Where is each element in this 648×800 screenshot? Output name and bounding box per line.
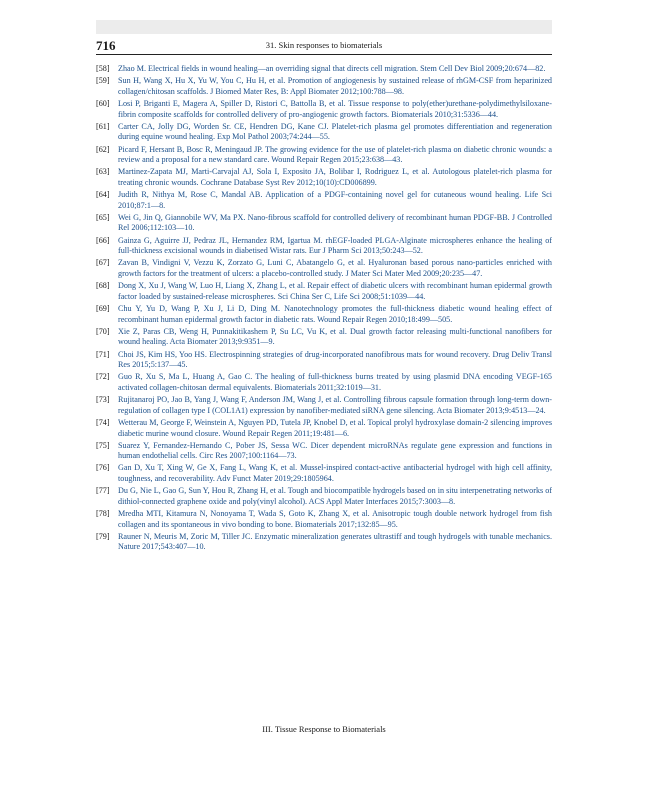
reference-number: [77]: [96, 486, 110, 496]
reference-text-link[interactable]: Guo R, Xu S, Ma L, Huang A, Gao C. The healing of full-thickness burns treated by using plasmid DNA encoding VEGF-165 activated collagen-chitosan dermal equivalents. Biomaterials 2011;32:1019—31.: [118, 372, 552, 392]
reference-item: [96, 64, 552, 75]
reference-number: [59]: [96, 76, 110, 86]
reference-number: [66]: [96, 235, 110, 245]
reference-text-link[interactable]: Suarez Y, Fernandez-Hernando C, Pober JS, Sessa WC. Dicer dependent microRNAs regulate gene expression and functions in human endothelial cells. Circ Res 2007;100:1164—73.: [118, 440, 552, 461]
reference-text-link[interactable]: Zhao M. Electrical fields in wound healing—an overriding signal that directs cell migration. Stem Cell Dev Biol 2009;20:674—82.: [118, 64, 546, 73]
reference-text-link[interactable]: Picard F, Hersant B, Bosc R, Meningaud JP. The growing evidence for the use of platelet-rich plasma on diabetic chronic wounds: a review and a proposal for a new standard care. Wound Repair Regen 2015;23:638—43.: [118, 144, 552, 165]
reference-item: [96, 145, 552, 166]
reference-number: [70]: [96, 326, 110, 336]
reference-text-link[interactable]: Rauner N, Meuris M, Zoric M, Tiller JC. Enzymatic mineralization generates ultrastiff and tough hydrogels with tunable mechanics. Nature 2017;543:407—10.: [118, 531, 552, 552]
reference-number: [69]: [96, 304, 110, 313]
reference-text-link[interactable]: Zavan B, Vindigni V, Vezzu K, Zorzato G, Luni C, Abatangelo G, et al. Hyaluronan based porous nano-particles enriched with growth factors for the treatment of ulcers: a placebo-controlled study. J Mater Sci Mater Med 2009;20:235—47.: [118, 258, 552, 279]
footer-section-title: III. Tissue Response to Biomaterials: [262, 724, 386, 734]
reference-item: [96, 463, 552, 484]
reference-number: [62]: [96, 144, 110, 154]
reference-text-link[interactable]: Rujitanaroj PO, Jao B, Yang J, Wang F, Anderson JM, Wang J, et al. Controlling fibrous capsule formation through long-term down-regulation of collagen type I (COL1A1) expression by nanofiber-mediated siRNA gene silencing. Acta Biomater 2013;9:4513—24.: [118, 395, 552, 415]
reference-item: [96, 281, 552, 302]
reference-item: [96, 372, 552, 393]
reference-text-link[interactable]: Losi P, Briganti E, Magera A, Spiller D, Ristori C, Battolla B, et al. Tissue response to poly(ether)urethane-polydimethylsiloxane-fibrin composite scaffolds for controlled delivery of pro-angiogenic growth factors. Biomaterials 2010;31:5336—44.: [118, 98, 552, 119]
reference-text-link[interactable]: Wetterau M, George F, Weinstein A, Nguyen PD, Tutela JP, Knobel D, et al. Topical prolyl hydroxylase domain-2 silencing improves diabetic murine wound closure. Wound Repair Regen 2011;19:481—6.: [118, 417, 552, 438]
reference-text-link[interactable]: Wei G, Jin Q, Giannobile WV, Ma PX. Nano-fibrous scaffold for controlled delivery of recombinant human PDGF-BB. J Controlled Rel 2006;112:103—10.: [118, 212, 552, 233]
reference-number: [79]: [96, 531, 110, 541]
top-band: [96, 20, 552, 34]
reference-item: [96, 327, 552, 348]
reference-number: [58]: [96, 64, 110, 73]
reference-item: [96, 486, 552, 507]
reference-text-link[interactable]: Xie Z, Paras CB, Weng H, Punnakitikashem P, Su LC, Vu K, et al. Dual growth factor releasing multi-functional nanofibers for wound healing. Acta Biomater 2013;9:9351—9.: [118, 326, 552, 347]
reference-item: [96, 395, 552, 416]
reference-number: [63]: [96, 167, 110, 177]
reference-item: [96, 418, 552, 439]
reference-item: [96, 258, 552, 279]
reference-item: [96, 236, 552, 257]
reference-text-link[interactable]: Mredha MTI, Kitamura N, Nonoyama T, Wada S, Goto K, Zhang X, et al. Anisotropic tough double network hydrogel from fish collagen and its spontaneous in vivo bonding to bone. Biomaterials 2017;132:85—95.: [118, 509, 552, 529]
reference-number: [76]: [96, 463, 110, 473]
reference-item: [96, 167, 552, 188]
reference-item: [96, 99, 552, 120]
reference-item: [96, 122, 552, 143]
reference-item: [96, 213, 552, 234]
page-header: [96, 38, 552, 55]
reference-number: [64]: [96, 190, 110, 200]
page-number: 716: [96, 38, 116, 53]
reference-item: [96, 304, 552, 325]
reference-text-link[interactable]: Gainza G, Aguirre JJ, Pedraz JL, Hernandez RM, Igartua M. rhEGF-loaded PLGA-Alginate microspheres enhance the healing of full-thickness excisional wounds in diabetised Wistar rats. Eur J Pharm Sci 2013;50:243—52.: [118, 235, 552, 256]
reference-text-link[interactable]: Martinez-Zapata MJ, Marti-Carvajal AJ, Sola I, Exposito JA, Bolibar I, Rodriguez L, et al. Autologous platelet-rich plasma for treating chronic wounds. Cochrane Database Syst Rev 2012;10(10):CD006899.: [118, 167, 552, 187]
reference-text-link[interactable]: Judith R, Nithya M, Rose C, Mandal AB. Application of a PDGF-containing novel gel for cutaneous wound healing. Life Sci 2010;87:1—8.: [118, 190, 552, 210]
reference-item: [96, 76, 552, 97]
reference-item: [96, 350, 552, 371]
reference-number: [74]: [96, 417, 110, 427]
reference-number: [65]: [96, 212, 110, 222]
reference-number: [67]: [96, 258, 110, 268]
reference-item: [96, 509, 552, 530]
reference-list: [96, 64, 552, 555]
reference-number: [61]: [96, 121, 110, 131]
reference-number: [78]: [96, 509, 110, 519]
reference-text-link[interactable]: Chu Y, Yu D, Wang P, Xu J, Li D, Ding M. Nanotechnology promotes the full-thickness diabetic wound healing effect of recombinant human epidermal growth factor in diabetic rats. Wound Repair Regen 2010;18:499—505.: [118, 304, 552, 324]
reference-number: [71]: [96, 349, 110, 359]
reference-item: [96, 532, 552, 553]
reference-text-link[interactable]: Sun H, Wang X, Hu X, Yu W, You C, Hu H, et al. Promotion of angiogenesis by sustained release of rhGM-CSF from heparinized collagen/chitosan scaffolds. J Biomed Mater Res, B: Appl Biomater 2012;100:788—98.: [118, 76, 552, 96]
reference-text-link[interactable]: Choi JS, Kim HS, Yoo HS. Electrospinning strategies of drug-incorporated nanofibrous mats for wound recovery. Drug Deliv Transl Res 2015;5:137—45.: [118, 349, 552, 370]
reference-number: [68]: [96, 281, 110, 291]
reference-text-link[interactable]: Du G, Nie L, Gao G, Sun Y, Hou R, Zhang H, et al. Tough and biocompatible hydrogels based on in situ interpenetrating networks of dithiol-connected graphene oxide and poly(vinyl alcohol). ACS Appl Mater Interfaces 2015;7:3003—8.: [118, 486, 552, 506]
reference-item: [96, 441, 552, 462]
reference-number: [72]: [96, 372, 110, 382]
reference-number: [75]: [96, 440, 110, 450]
reference-number: [60]: [96, 98, 110, 108]
reference-text-link[interactable]: Dong X, Xu J, Wang W, Luo H, Liang X, Zhang L, et al. Repair effect of diabetic ulcers with recombinant human epidermal growth factor loaded by sustained-release microspheres. Sci China Ser C, Life Sci 2008;51:1039—44.: [118, 281, 552, 301]
reference-text-link[interactable]: Gan D, Xu T, Xing W, Ge X, Fang L, Wang K, et al. Mussel-inspired contact-active antibacterial hydrogel with high cell affinity, toughness, and recoverability. Adv Funct Mater 2019;29:1805964.: [118, 463, 552, 484]
running-head: 31. Skin responses to biomaterials: [265, 40, 383, 50]
reference-number: [73]: [96, 395, 110, 405]
reference-text-link[interactable]: Carter CA, Jolly DG, Worden Sr. CE, Hendren DG, Kane CJ. Platelet-rich plasma gel promotes differentiation and regeneration during equine wound healing. Exp Mol Pathol 2003;74:244—55.: [118, 121, 552, 142]
reference-item: [96, 190, 552, 211]
